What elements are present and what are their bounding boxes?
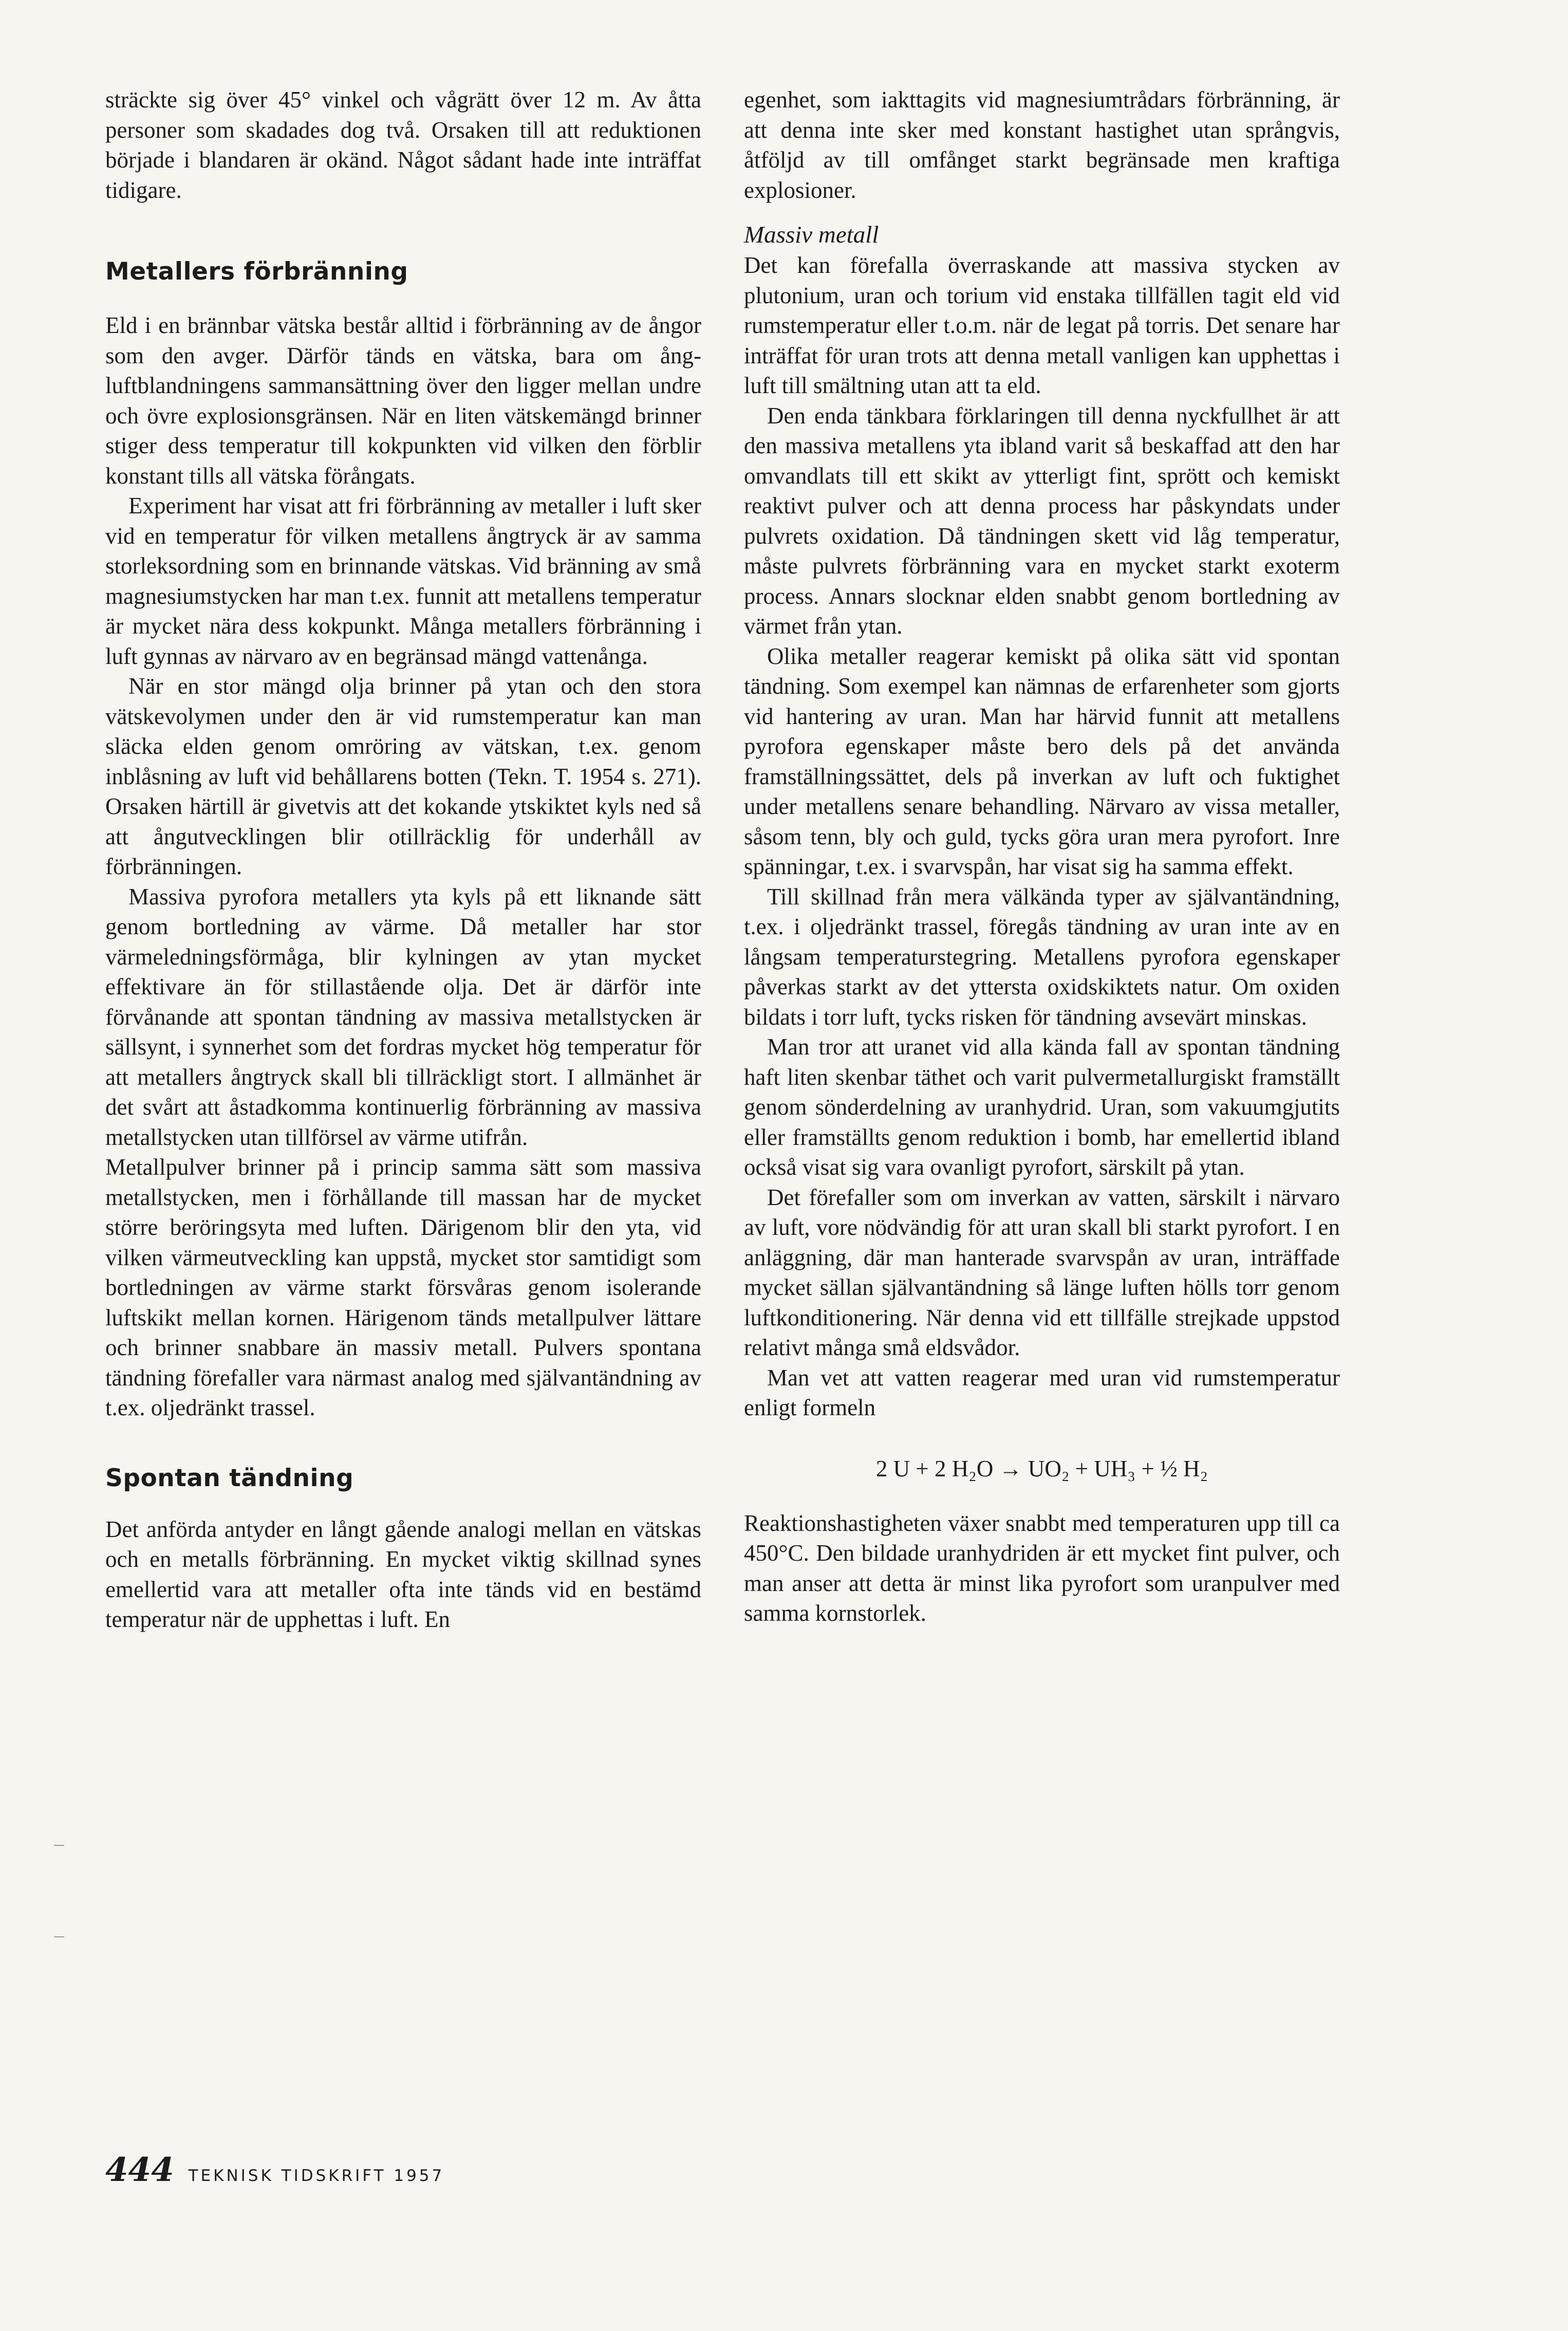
left-column xyxy=(105,85,701,1635)
paragraph: Det förefaller som om inverkan av vatten, särskilt i närvaro av luft, vore nödvändig för att uran skall bli starkt pyrofort. I en anläggning, där man hanterade svarvspån av uran, inträffade mycket sällan självantändning så länge luften hölls torr genom luftkonditionering. När denna vid ett tillfälle strejkade uppstod relativt många små eldsvådor. xyxy=(744,1184,1340,1360)
margin-mark xyxy=(54,1936,64,1937)
page-number: 444 xyxy=(105,2151,174,2189)
subheading-massiv-metall: Massiv metall xyxy=(744,221,879,248)
paragraph: Man tror att uranet vid alla kända fall av spontan tändning haft liten skenbar täthet och varit pulvermetallurgiskt framställt genom sönderdelning av uranhydrid. Uran, som vakuumgjutits eller framställts genom reduktion i bomb, har emellertid ibland också visat sig vara ovanligt pyrofort, särskilt på ytan. xyxy=(744,1034,1340,1180)
paragraph: egenhet, som iakttagits vid magnesiumtrådars förbränning, är att denna inte sker med konstant hastighet utan språngvis, åtföljd av till omfånget starkt begränsade men kraftiga explosioner. xyxy=(744,87,1340,203)
paragraph: Experiment har visat att fri förbränning av metaller i luft sker vid en temperatur för vilken metallens ångtryck är av samma storleksordning som en brinnande vätskas. Vid bränning av små magnesiumstycken har man t.ex. funnit att metallens temperatur är mycket nära dess kokpunkt. Många metallers förbränning i luft gynnas av närvaro av en begränsad mängd vattenånga. xyxy=(105,493,701,669)
paragraph: Reaktionshastigheten växer snabbt med temperaturen upp till ca 450°C. Den bildade uranhydriden är ett mycket fint pulver, och man anser att detta är minst lika pyrofort som uranpulver med samma kornstorlek. xyxy=(744,1510,1340,1626)
paragraph: Eld i en brännbar vätska består alltid i förbränning av de ångor som den avger. Därför tänds en vätska, bara om ång-luftblandningens sammansättning över den ligger mellan undre och övre explosionsgränsen. När en liten vätskemängd brinner stiger dess temperatur till kokpunkten vid vilken den förblir konstant tills all vätska förångats. xyxy=(105,312,701,489)
paragraph: Till skillnad från mera välkända typer av självantändning, t.ex. i oljedränkt trassel, föregås tändning av uran inte av en långsam temperaturstegring. Metallens pyrofora egenskaper påverkas starkt av det yttersta oxidskiktets natur. Om oxiden bildats i torr luft, tycks risken för tändning avsevärt minskas. xyxy=(744,883,1340,1030)
paragraph: Metallpulver brinner på i princip samma sätt som massiva metallstycken, men i förhållande till massan har de mycket större beröringsyta med luften. Därigenom blir den yta, vid vilken värmeutveckling kan uppstå, mycket stor samtidigt som bortledningen av värme starkt försvåras genom isolerande luftskikt mellan kornen. Härigenom tänds metallpulver lättare och brinner snabbare än massiv metall. Pulvers spontana tändning förefaller vara närmast analog med självantändning av t.ex. oljedränkt trassel. xyxy=(105,1154,701,1420)
margin-mark xyxy=(54,1845,64,1846)
paragraph: Den enda tänkbara förklaringen till denna nyckfullhet är att den massiva metallens yta ibland varit så beskaffad att den har omvandlats till ett skikt av ytterligt fint, sprött och kemiskt reaktivt pulver och att denna process har påskyndats under pulvrets oxidation. Då tändningen skett vid låg temperatur, måste pulvrets förbränning vara en mycket starkt exoterm process. Annars slocknar elden snabbt genom bortledning av värmet från ytan. xyxy=(744,402,1340,639)
paragraph: När en stor mängd olja brinner på ytan och den stora vätskevolymen under den är vid rumstemperatur kan man släcka elden genom omröring av vätskan, t.ex. genom inblåsning av luft vid behållarens botten (Tekn. T. 1954 s. 271). Orsaken härtill är givetvis att det kokande ytskiktet kyls ned så att ångutvecklingen blir otillräcklig för underhåll av förbränningen. xyxy=(105,673,701,879)
section-heading-spontan-tandning: Spontan tändning xyxy=(105,1464,354,1492)
chemical-formula: 2 U + 2 H₂O → UO₂ + UH₃ + ½ H₂ xyxy=(875,1455,1208,1482)
paragraph: Olika metaller reagerar kemiskt på olika sätt vid spontan tändning. Som exempel kan nämnas de erfarenheter som gjorts vid hantering av uran. Man har härvid funnit att metallens pyrofora egenskaper måste bero dels på det använda framställningssättet, dels på inverkan av luft och fuktighet under metallens senare behandling. Närvaro av vissa metaller, såsom tenn, bly och guld, tycks göra uran mera pyrofort. Inre spänningar, t.ex. i svarvspån, har visat sig ha samma effekt. xyxy=(744,643,1340,879)
page-footer xyxy=(105,2151,444,2189)
paragraph: Massiva pyrofora metallers yta kyls på ett liknande sätt genom bortledning av värme. Då metaller har stor värmeledningsförmåga, blir kylningen av ytan mycket effektivare än för stillastående olja. Det är därför inte förvånande att spontan tändning av massiva metallstycken är sällsynt, i synnerhet som det fordras mycket hög temperatur för att metallers ångtryck skall bli tillräckligt stort. I allmänhet är det svårt att åstadkomma kontinuerlig förbränning av massiva metallstycken utan tillförsel av värme utifrån. xyxy=(105,883,701,1150)
paragraph: Man vet att vatten reagerar med uran vid rumstemperatur enligt formeln xyxy=(744,1364,1340,1420)
paragraph: sträckte sig över 45° vinkel och vågrätt över 12 m. Av åtta personer som skadades dog två. Orsaken till att reduktionen började i blandaren är okänd. Något sådant hade inte inträffat tidigare. xyxy=(105,87,701,203)
paragraph: Det anförda antyder en långt gående analogi mellan en vätskas och en metalls förbränning. En mycket viktig skillnad synes emellertid vara att metaller ofta inte tänds vid en bestämd temperatur när de upphettas i luft. En xyxy=(105,1516,701,1632)
journal-name: TEKNISK TIDSKRIFT 1957 xyxy=(188,2167,445,2185)
right-column xyxy=(744,85,1340,1629)
paragraph: Det kan förefalla överraskande att massiva stycken av plutonium, uran och torium vid enstaka tillfällen tagit eld vid rumstemperatur eller t.o.m. när de legat på torris. Det senare har inträffat för uran trots att denna metall vanligen kan upphettas i luft till smältning utan att ta eld. xyxy=(744,252,1340,398)
section-heading-metallers-forbranning: Metallers förbränning xyxy=(105,257,408,286)
